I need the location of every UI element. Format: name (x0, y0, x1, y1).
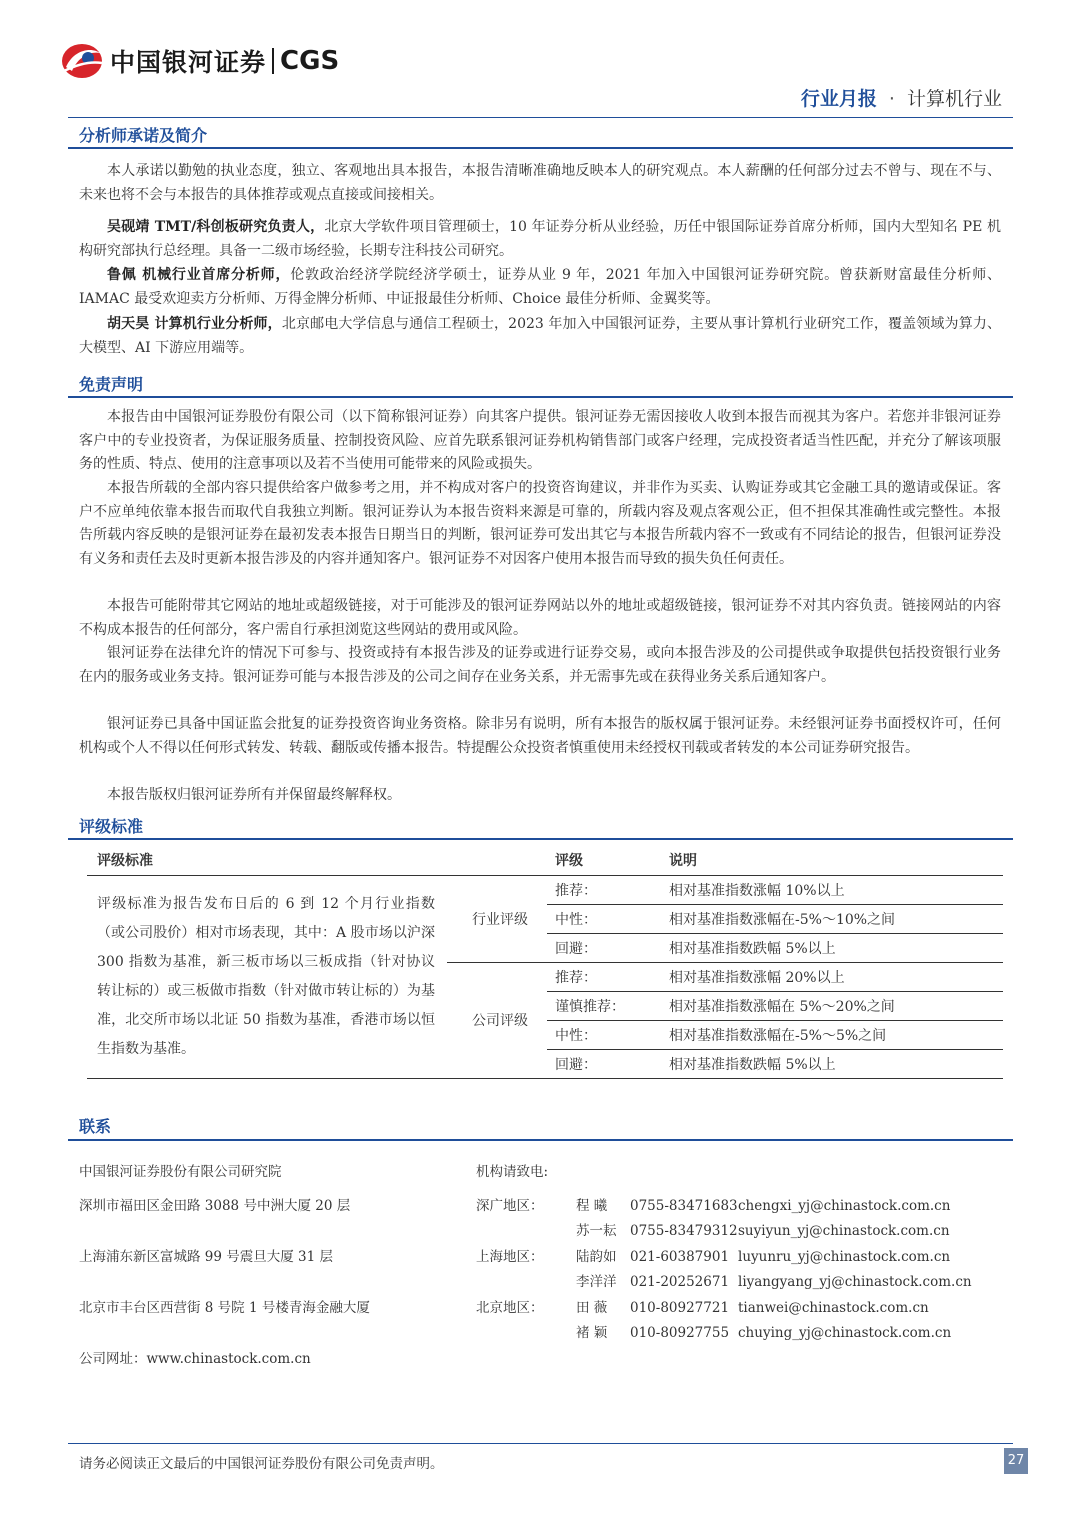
contact-tel: 010-80927755 (630, 1325, 730, 1341)
contact-name: 李洋洋 (576, 1274, 617, 1290)
rating-name: 中性： (547, 904, 663, 933)
rating-desc: 相对基准指数跌幅 5%以上 (663, 1049, 1003, 1078)
industry-rating-label: 行业评级 (472, 911, 528, 928)
contact-tel: 010-80927721 (630, 1300, 730, 1316)
industry-name: 计算机行业 (906, 88, 1002, 110)
rating-table-header (87, 845, 1003, 875)
analyst-bio-3 (79, 313, 1001, 360)
contact-person (576, 1194, 950, 1214)
header-rating: 评级 (547, 845, 663, 875)
contact-person (576, 1219, 950, 1239)
header-standard: 评级标准 (87, 845, 447, 875)
rating-name: 推荐： (555, 882, 597, 899)
contact-person (576, 1245, 950, 1265)
contact-email[interactable]: liyangyang_yj@chinastock.com.cn (738, 1274, 972, 1290)
disclaimer-paragraph-3: 本报告可能附带其它网站的地址或超级链接，对于可能涉及的银河证券网站以外的地址或超级链接，银河证券不对其内容负责。链接网站的内容不构成本报告的任何部分，客户需自行承担浏览这些网站的费用或风险。 (79, 598, 1001, 638)
company-website[interactable]: 公司网址：www.chinastock.com.cn (79, 1351, 311, 1367)
galaxy-logo-icon (60, 41, 104, 81)
logo-text: 中国银河证券 (110, 48, 267, 77)
disclaimer-paragraph-1: 本报告由中国银河证券股份有限公司（以下简称银河证券）向其客户提供。银河证券无需因接收人收到本报告而视其为客户。若您并非银河证券客户中的专业投资者，为保证服务质量、控制投资风险、应首先联系银河证券机构销售部门或客户经理，完成投资者适当性匹配，并充分了解该项服务的性质、特点、使用的注意事项以及若不当使用可能带来的风险或损失。 (79, 409, 1001, 472)
report-type-heading (801, 84, 1002, 111)
rating-name: 谨慎推荐： (547, 991, 663, 1020)
analyst-bio-1 (79, 216, 1001, 263)
disclaimer-paragraph-4: 银河证券在法律允许的情况下可参与、投资或持有本报告涉及的证券或进行证券交易，或向本报告涉及的公司提供或争取提供包括投资银行业务在内的服务或业务支持。银河证券可能与本报告涉及的公司之间存在业务关系，并无需事先或在获得业务关系后通知客户。 (79, 645, 1001, 685)
region-shenzhen: 深广地区： (476, 1198, 544, 1214)
address-shanghai: 上海浦东新区富城路 99 号震旦大厦 31 层 (79, 1249, 334, 1265)
region-beijing: 北京地区： (476, 1300, 544, 1316)
logo-divider (272, 48, 274, 74)
report-type: 行业月报 (800, 88, 877, 110)
analyst-section-title: 分析师承诺及简介 (79, 126, 208, 145)
phone-label: 机构请致电: (476, 1164, 549, 1180)
contact-name: 田 薇 (576, 1300, 608, 1316)
table-row (87, 875, 1003, 904)
disclaimer-paragraph-6: 本报告版权归银河证券所有并保留最终解释权。 (107, 787, 401, 803)
contact-name: 苏一耘 (576, 1223, 617, 1239)
header-divider (68, 117, 1013, 118)
analyst-section-divider (68, 147, 1013, 149)
rating-section-title: 评级标准 (79, 817, 144, 836)
contact-email[interactable]: chengxi_yj@chinastock.com.cn (738, 1198, 951, 1214)
contact-email[interactable]: tianwei@chinastock.com.cn (738, 1300, 929, 1316)
page-number: 27 (1004, 1448, 1028, 1474)
analyst-bio-text-1: 北京大学软件项目管理硕士，10 年证券分析从业经验，历任中银国际证券首席分析师，国内大型知名 PE 机构研究部执行总经理。具备一二级市场经验，长期专注科技公司研究。 (79, 219, 1001, 259)
analyst-name-1: 吴砚靖 TMT/科创板研究负责人， (107, 219, 325, 235)
rating-name: 回避： (547, 933, 663, 962)
contact-tel: 021-20252671 (630, 1274, 730, 1290)
disclaimer-section-divider (68, 396, 1013, 398)
analyst-bio-text-3: 北京邮电大学信息与通信工程硕士，2023 年加入中国银河证券，主要从事计算机行业研究工作，覆盖领域为算力、大模型、AI 下游应用端等。 (79, 316, 1002, 356)
rating-desc: 相对基准指数涨幅在-5%～5%之间 (663, 1020, 1003, 1049)
region-shanghai: 上海地区： (476, 1249, 544, 1265)
rating-table (87, 845, 1003, 1079)
contact-tel: 0755-83479312 (630, 1223, 738, 1239)
rating-name: 中性： (547, 1020, 663, 1049)
rating-desc: 相对基准指数跌幅 5%以上 (663, 933, 1003, 962)
contact-section-divider (68, 1139, 1013, 1141)
header-desc: 说明 (663, 845, 1003, 875)
analyst-name-2: 鲁佩 机械行业首席分析师， (107, 267, 291, 283)
address-shenzhen: 深圳市福田区金田路 3088 号中洲大厦 20 层 (79, 1198, 351, 1214)
institute-name: 中国银河证券股份有限公司研究院 (79, 1164, 282, 1180)
contact-name: 陆韵如 (576, 1249, 617, 1265)
rating-desc: 相对基准指数涨幅 10%以上 (669, 882, 845, 899)
contact-email[interactable]: suyiyun_yj@chinastock.com.cn (738, 1223, 950, 1239)
rating-desc: 相对基准指数涨幅在 5%～20%之间 (663, 991, 1003, 1020)
rating-desc: 相对基准指数涨幅在-5%～10%之间 (663, 904, 1003, 933)
rating-desc: 相对基准指数涨幅 20%以上 (663, 962, 1003, 991)
address-beijing: 北京市丰台区西营街 8 号院 1 号楼青海金融大厦 (79, 1300, 370, 1316)
contact-name: 程 曦 (576, 1198, 608, 1214)
analyst-bio-text-2: 伦敦政治经济学院经济学硕士，证券从业 9 年，2021 年加入中国银河证券研究院。曾获新财富最佳分析师、IAMAC 最受欢迎卖方分析师、万得金牌分析师、中证报最佳分析师、Choice 最佳分析师、金翼奖等。 (79, 267, 1001, 307)
contact-person (576, 1270, 972, 1290)
contact-email[interactable]: luyunru_yj@chinastock.com.cn (738, 1249, 951, 1265)
contact-email[interactable]: chuying_yj@chinastock.com.cn (738, 1325, 952, 1341)
rating-name: 回避： (547, 1049, 663, 1078)
disclaimer-paragraph-2: 本报告所载的全部内容只提供给客户做参考之用，并不构成对客户的投资咨询建议，并非作为买卖、认购证券或其它金融工具的邀请或保证。客户不应单纯依靠本报告而取代自我独立判断。银河证券认为本报告资料来源是可靠的，所载内容及观点客观公正，但不担保其准确性或完整性。本报告所载内容反映的是银河证券在最初发表本报告日期当日的判断，银河证券可发出其它与本报告所载内容不一致或有不同结论的报告，但银河证券没有义务和责任去及时更新本报告涉及的内容并通知客户。银河证券不对因客户使用本报告而导致的损失负任何责任。 (79, 480, 1001, 567)
footer-divider (68, 1443, 1013, 1444)
contact-tel: 0755-83471683 (630, 1198, 738, 1214)
report-type-separator: · (888, 88, 895, 110)
contact-name: 褚 颖 (576, 1325, 608, 1341)
rating-standard-text: 评级标准为报告发布日后的 6 到 12 个月行业指数（或公司股价）相对市场表现，其中：A 股市场以沪深 300 指数为基准，新三板市场以三板成指（针对协议转让标的）或三板做市指数（针对做市转让标的）为基准，北交所市场以北证 50 指数为基准，香港市场以恒生指数为基准。 (87, 875, 447, 1078)
disclaimer-paragraph-5: 银河证券已具备中国证监会批复的证券投资咨询业务资格。除非另有说明，所有本报告的版权属于银河证券。未经银河证券书面授权许可，任何机构或个人不得以任何形式转发、转载、翻版或传播本报告。特提醒公众投资者慎重使用未经授权刊载或者转发的本公司证券研究报告。 (79, 716, 1001, 756)
company-logo (60, 40, 339, 82)
rating-name: 推荐： (547, 962, 663, 991)
footer-notice: 请务必阅读正文最后的中国银河证券股份有限公司免责声明。 (79, 1456, 444, 1472)
contact-person (576, 1296, 929, 1316)
contact-person (576, 1321, 951, 1341)
rating-section-divider (68, 838, 1013, 840)
contact-tel: 021-60387901 (630, 1249, 730, 1265)
contact-section-title: 联系 (79, 1117, 112, 1136)
analyst-pledge: 本人承诺以勤勉的执业态度，独立、客观地出具本报告，本报告清晰准确地反映本人的研究观点。本人薪酬的任何部分过去不曾与、现在不与、未来也将不会与本报告的具体推荐或观点直接或间接相关。 (79, 163, 1001, 203)
analyst-bio-2 (79, 264, 1001, 311)
disclaimer-section-title: 免责声明 (79, 375, 144, 394)
analyst-name-3: 胡天昊 计算机行业分析师， (107, 316, 282, 332)
company-rating-label: 公司评级 (447, 962, 547, 1078)
logo-code: CGS (280, 46, 340, 76)
